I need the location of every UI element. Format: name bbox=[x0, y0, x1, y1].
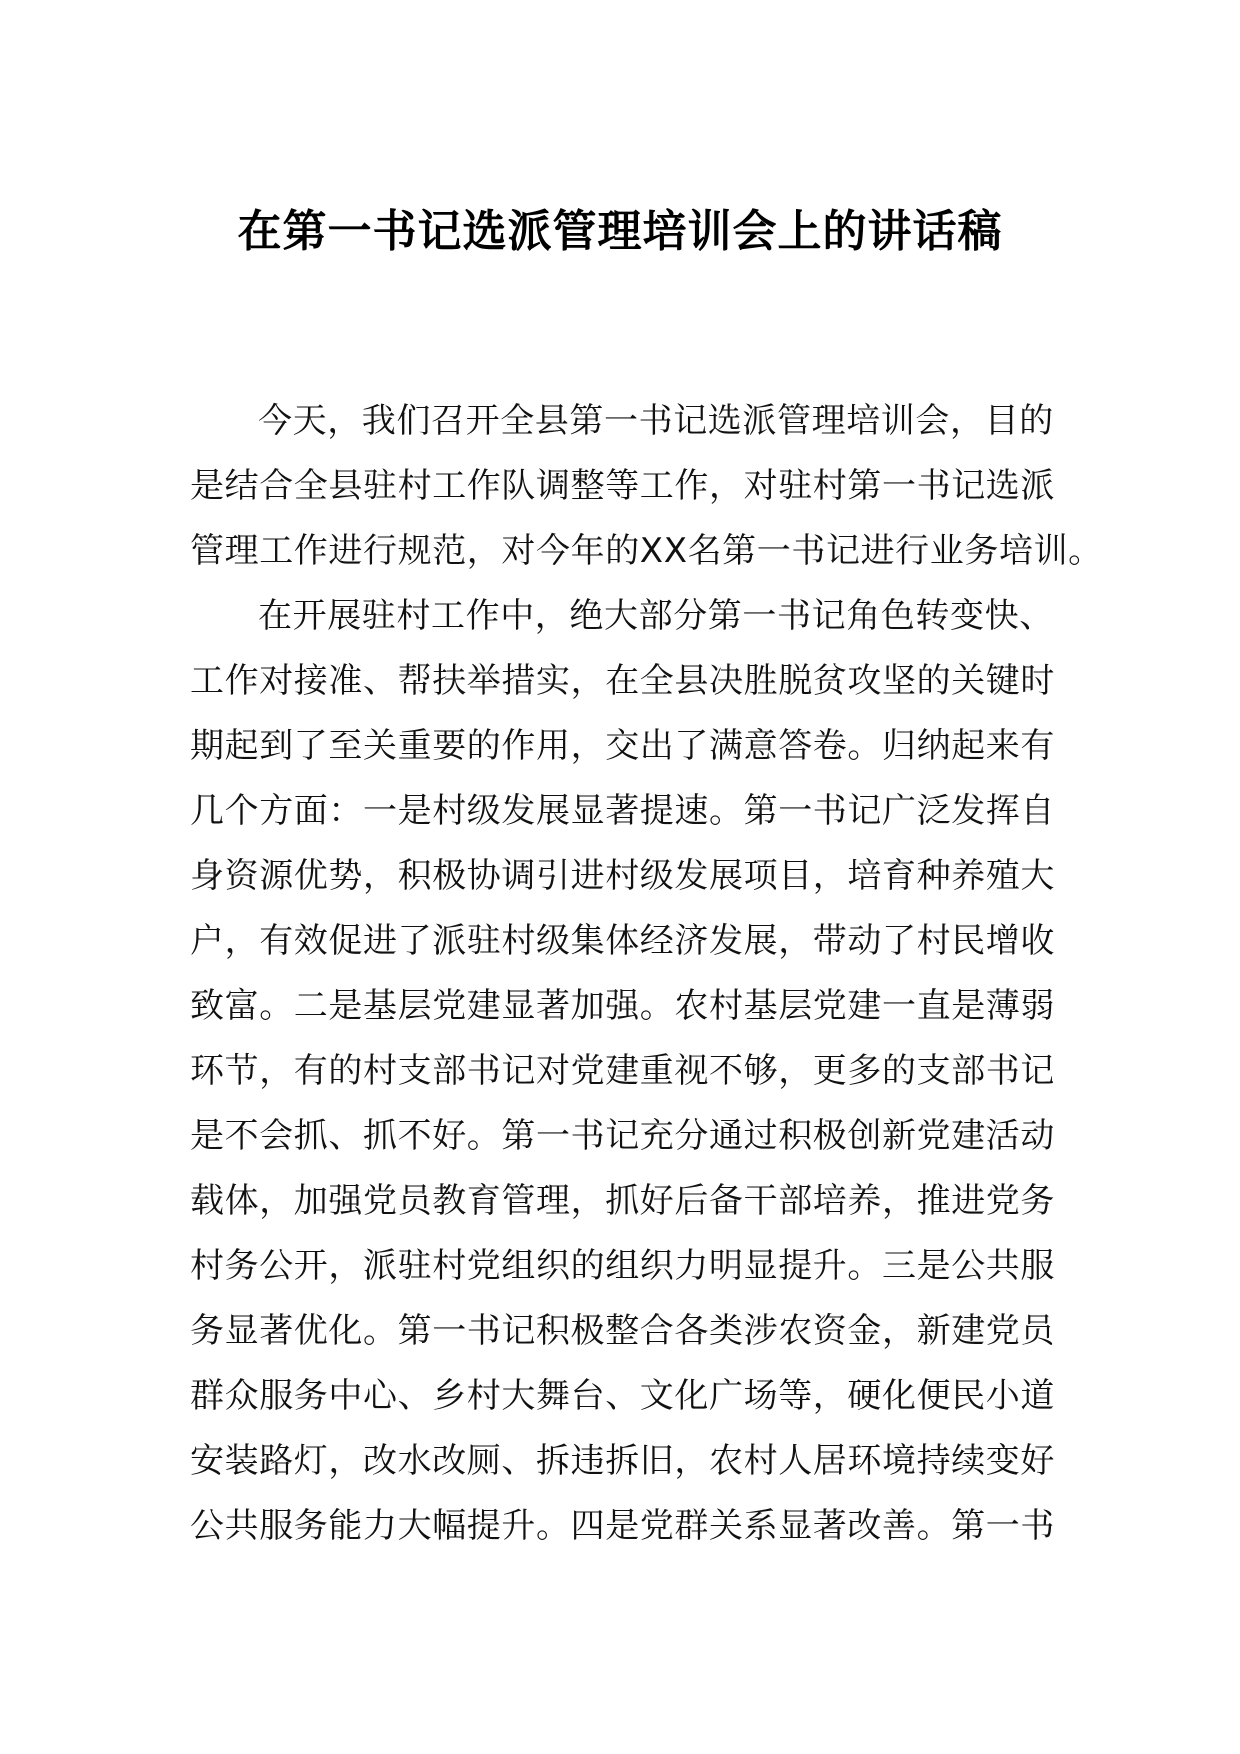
paragraph-2 bbox=[190, 584, 1060, 1624]
text-line: 环节，有的村支部书记对党建重视不够，更多的支部书记 bbox=[190, 1051, 1055, 1091]
text-line: 载体，加强党员教育管理，抓好后备干部培养，推进党务 bbox=[190, 1181, 1055, 1221]
text-line: 期起到了至关重要的作用，交出了满意答卷。归纳起来有 bbox=[190, 726, 1055, 766]
text-line: 户，有效促进了派驻村级集体经济发展，带动了村民增收 bbox=[190, 921, 1055, 961]
paragraph-1 bbox=[190, 389, 1103, 584]
text-line: 是不会抓、抓不好。第一书记充分通过积极创新党建活动 bbox=[190, 1116, 1055, 1156]
text-line: 管理工作进行规范，对今年的XX名第一书记进行业务培训。 bbox=[190, 531, 1103, 571]
text-line: 致富。二是基层党建显著加强。农村基层党建一直是薄弱 bbox=[190, 986, 1055, 1026]
text-line: 务显著优化。第一书记积极整合各类涉农资金，新建党员 bbox=[190, 1311, 1055, 1351]
text-line: 安装路灯，改水改厕、拆违拆旧，农村人居环境持续变好 bbox=[190, 1441, 1055, 1481]
text-line: 公共服务能力大幅提升。四是党群关系显著改善。第一书 bbox=[190, 1506, 1055, 1546]
text-line: 是结合全县驻村工作队调整等工作，对驻村第一书记选派 bbox=[190, 466, 1055, 506]
text-line: 几个方面：一是村级发展显著提速。第一书记广泛发挥自 bbox=[190, 791, 1055, 831]
text-line: 今天，我们召开全县第一书记选派管理培训会，目的 bbox=[258, 401, 1054, 441]
text-line: 工作对接准、帮扶举措实，在全县决胜脱贫攻坚的关键时 bbox=[190, 661, 1055, 701]
text-line: 在开展驻村工作中，绝大部分第一书记角色转变快、 bbox=[258, 596, 1054, 636]
document-body bbox=[190, 389, 1103, 1624]
text-line bbox=[190, 1559, 1060, 1624]
text-line: 群众服务中心、乡村大舞台、文化广场等，硬化便民小道 bbox=[190, 1376, 1055, 1416]
document-title: 在第一书记选派管理培训会上的讲话稿 bbox=[237, 206, 1003, 257]
text-line: 村务公开，派驻村党组织的组织力明显提升。三是公共服 bbox=[190, 1246, 1055, 1286]
text-line: 身资源优势，积极协调引进村级发展项目，培育种养殖大 bbox=[190, 856, 1055, 896]
